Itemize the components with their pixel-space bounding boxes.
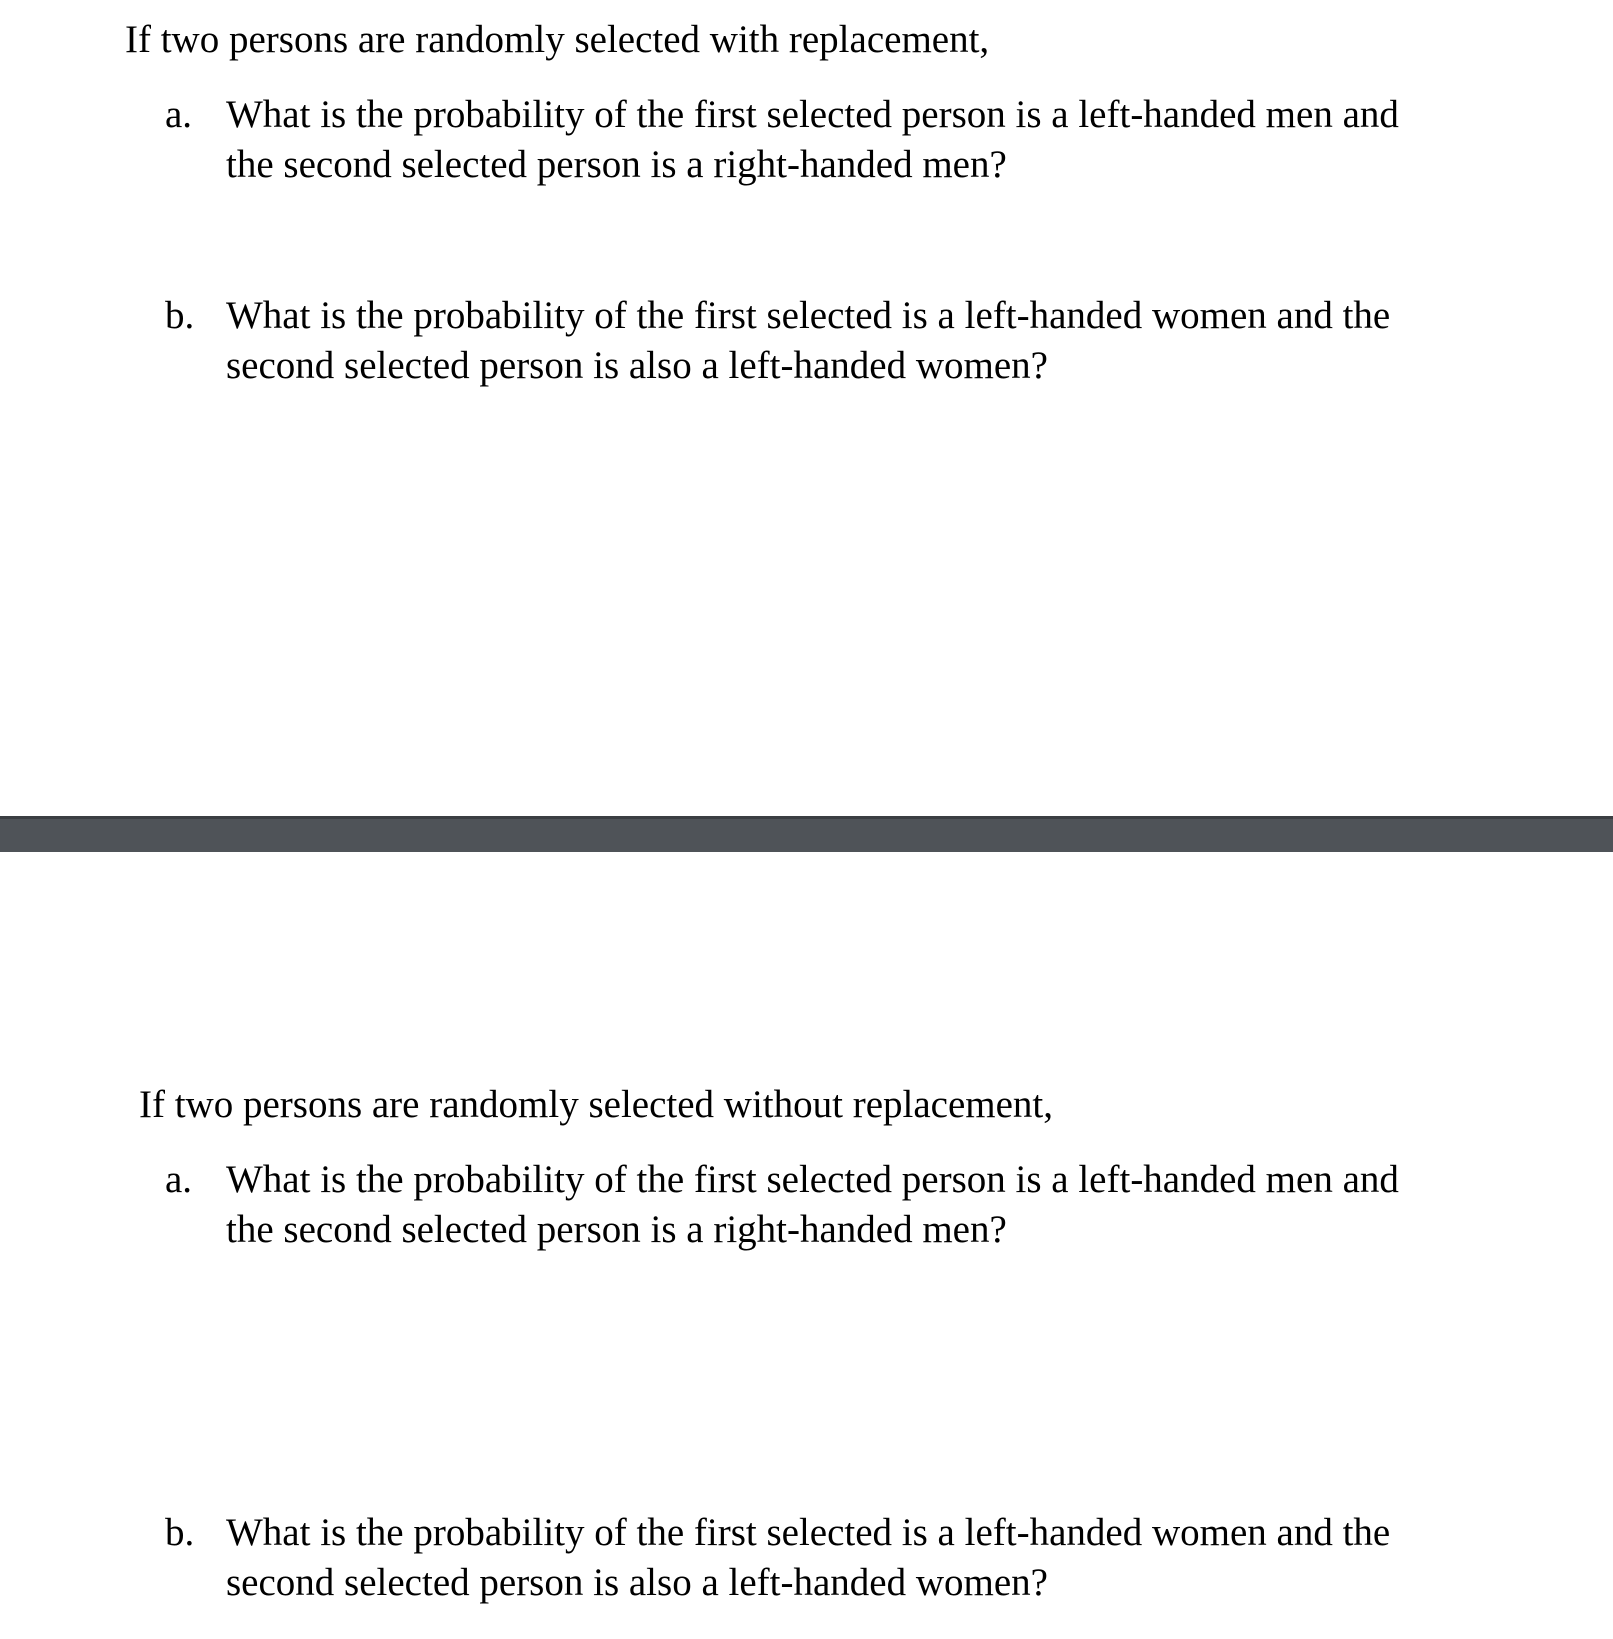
question-label: b. [165, 294, 195, 337]
question-line: the second selected person is a right-handed men? [226, 143, 1007, 186]
question-line: second selected person is also a left-handed women? [226, 1561, 1048, 1604]
intro-with-replacement: If two persons are randomly selected with replacement, [125, 18, 990, 61]
question-text [226, 291, 1466, 391]
question-line: second selected person is also a left-handed women? [226, 344, 1048, 387]
question-label: a. [165, 1158, 193, 1201]
page-bottom [0, 852, 1613, 1639]
question-line: What is the probability of the first selected is a left-handed women and the [226, 294, 1391, 337]
question-text [226, 1508, 1466, 1608]
page-top [0, 0, 1613, 816]
question-line: What is the probability of the first selected is a left-handed women and the [226, 1511, 1391, 1554]
question-label: b. [165, 1511, 195, 1554]
question-label: a. [165, 93, 193, 136]
question-line: the second selected person is a right-handed men? [226, 1208, 1007, 1251]
question-line: What is the probability of the first selected person is a left-handed men and [226, 1158, 1399, 1201]
question-text [226, 90, 1466, 190]
question-text [226, 1155, 1466, 1255]
intro-without-replacement: If two persons are randomly selected without replacement, [139, 1083, 1054, 1126]
page-divider [0, 816, 1613, 852]
page-divider-edge [0, 816, 1613, 819]
question-line: What is the probability of the first selected person is a left-handed men and [226, 93, 1399, 136]
